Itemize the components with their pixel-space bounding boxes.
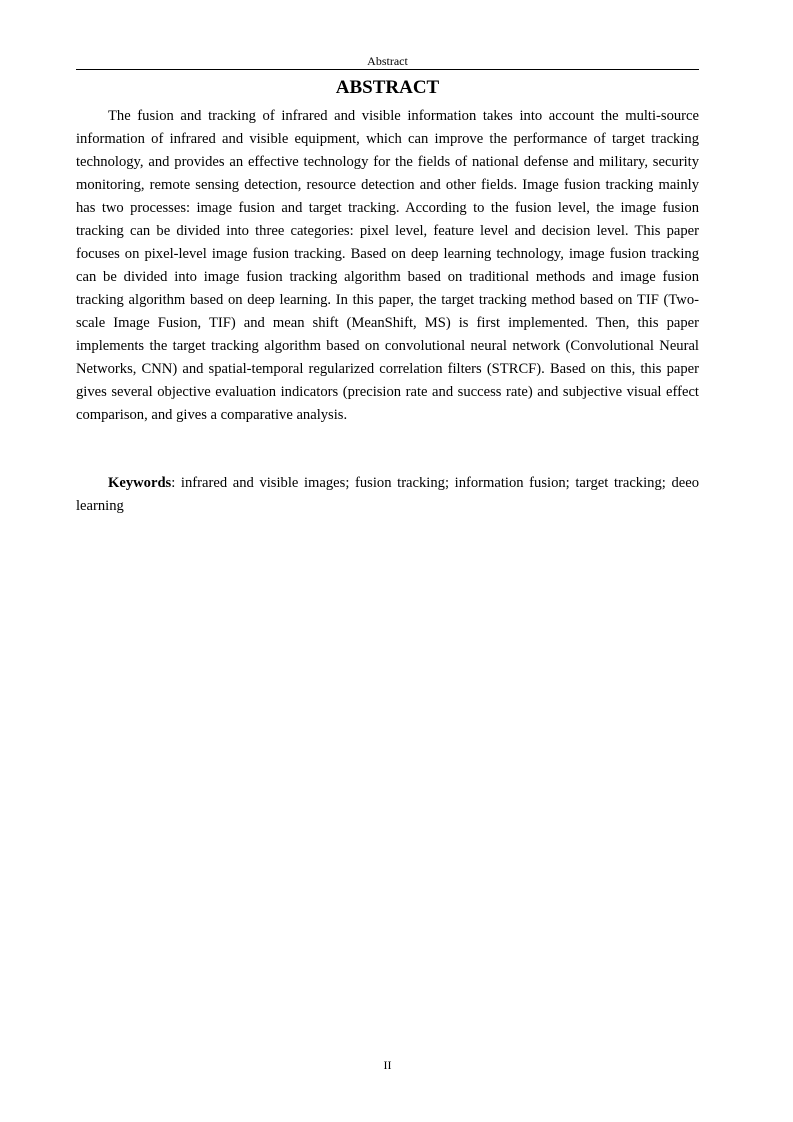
keywords-paragraph bbox=[76, 472, 699, 518]
header-divider bbox=[76, 69, 699, 70]
running-header: Abstract bbox=[367, 54, 408, 68]
page-title: ABSTRACT bbox=[335, 77, 440, 98]
page-number: II bbox=[383, 1058, 392, 1072]
keywords-text: : infrared and visible images; fusion tracking; information fusion; target tracking; deeo learning bbox=[76, 475, 699, 514]
keywords-label: Keywords bbox=[108, 475, 172, 491]
abstract-body: The fusion and tracking of infrared and visible information takes into account the multi-source information of infrared and visible equipment, which can improve the performance of target tracking technology, and provides an effective technology for the fields of national defense and military, security monitoring, remote sensing detection, resource detection and other fields. Image fusion tracking mainly has two processes: image fusion and target tracking. According to the fusion level, the image fusion tracking can be divided into three categories: pixel level, feature level and decision level. This paper focuses on pixel-level image fusion tracking. Based on deep learning technology, image fusion tracking can be divided into image fusion tracking algorithm based on traditional methods and image fusion tracking algorithm based on deep learning. In this paper, the target tracking method based on TIF (Two-scale Image Fusion, TIF) and mean shift (MeanShift, MS) is first implemented. Then, this paper implements the target tracking algorithm based on convolutional neural network (Convolutional Neural Networks, CNN) and spatial-temporal regularized correlation filters (STRCF). Based on this, this paper gives several objective evaluation indicators (precision rate and success rate) and subjective visual effect comparison, and gives a comparative analysis. bbox=[76, 108, 699, 423]
